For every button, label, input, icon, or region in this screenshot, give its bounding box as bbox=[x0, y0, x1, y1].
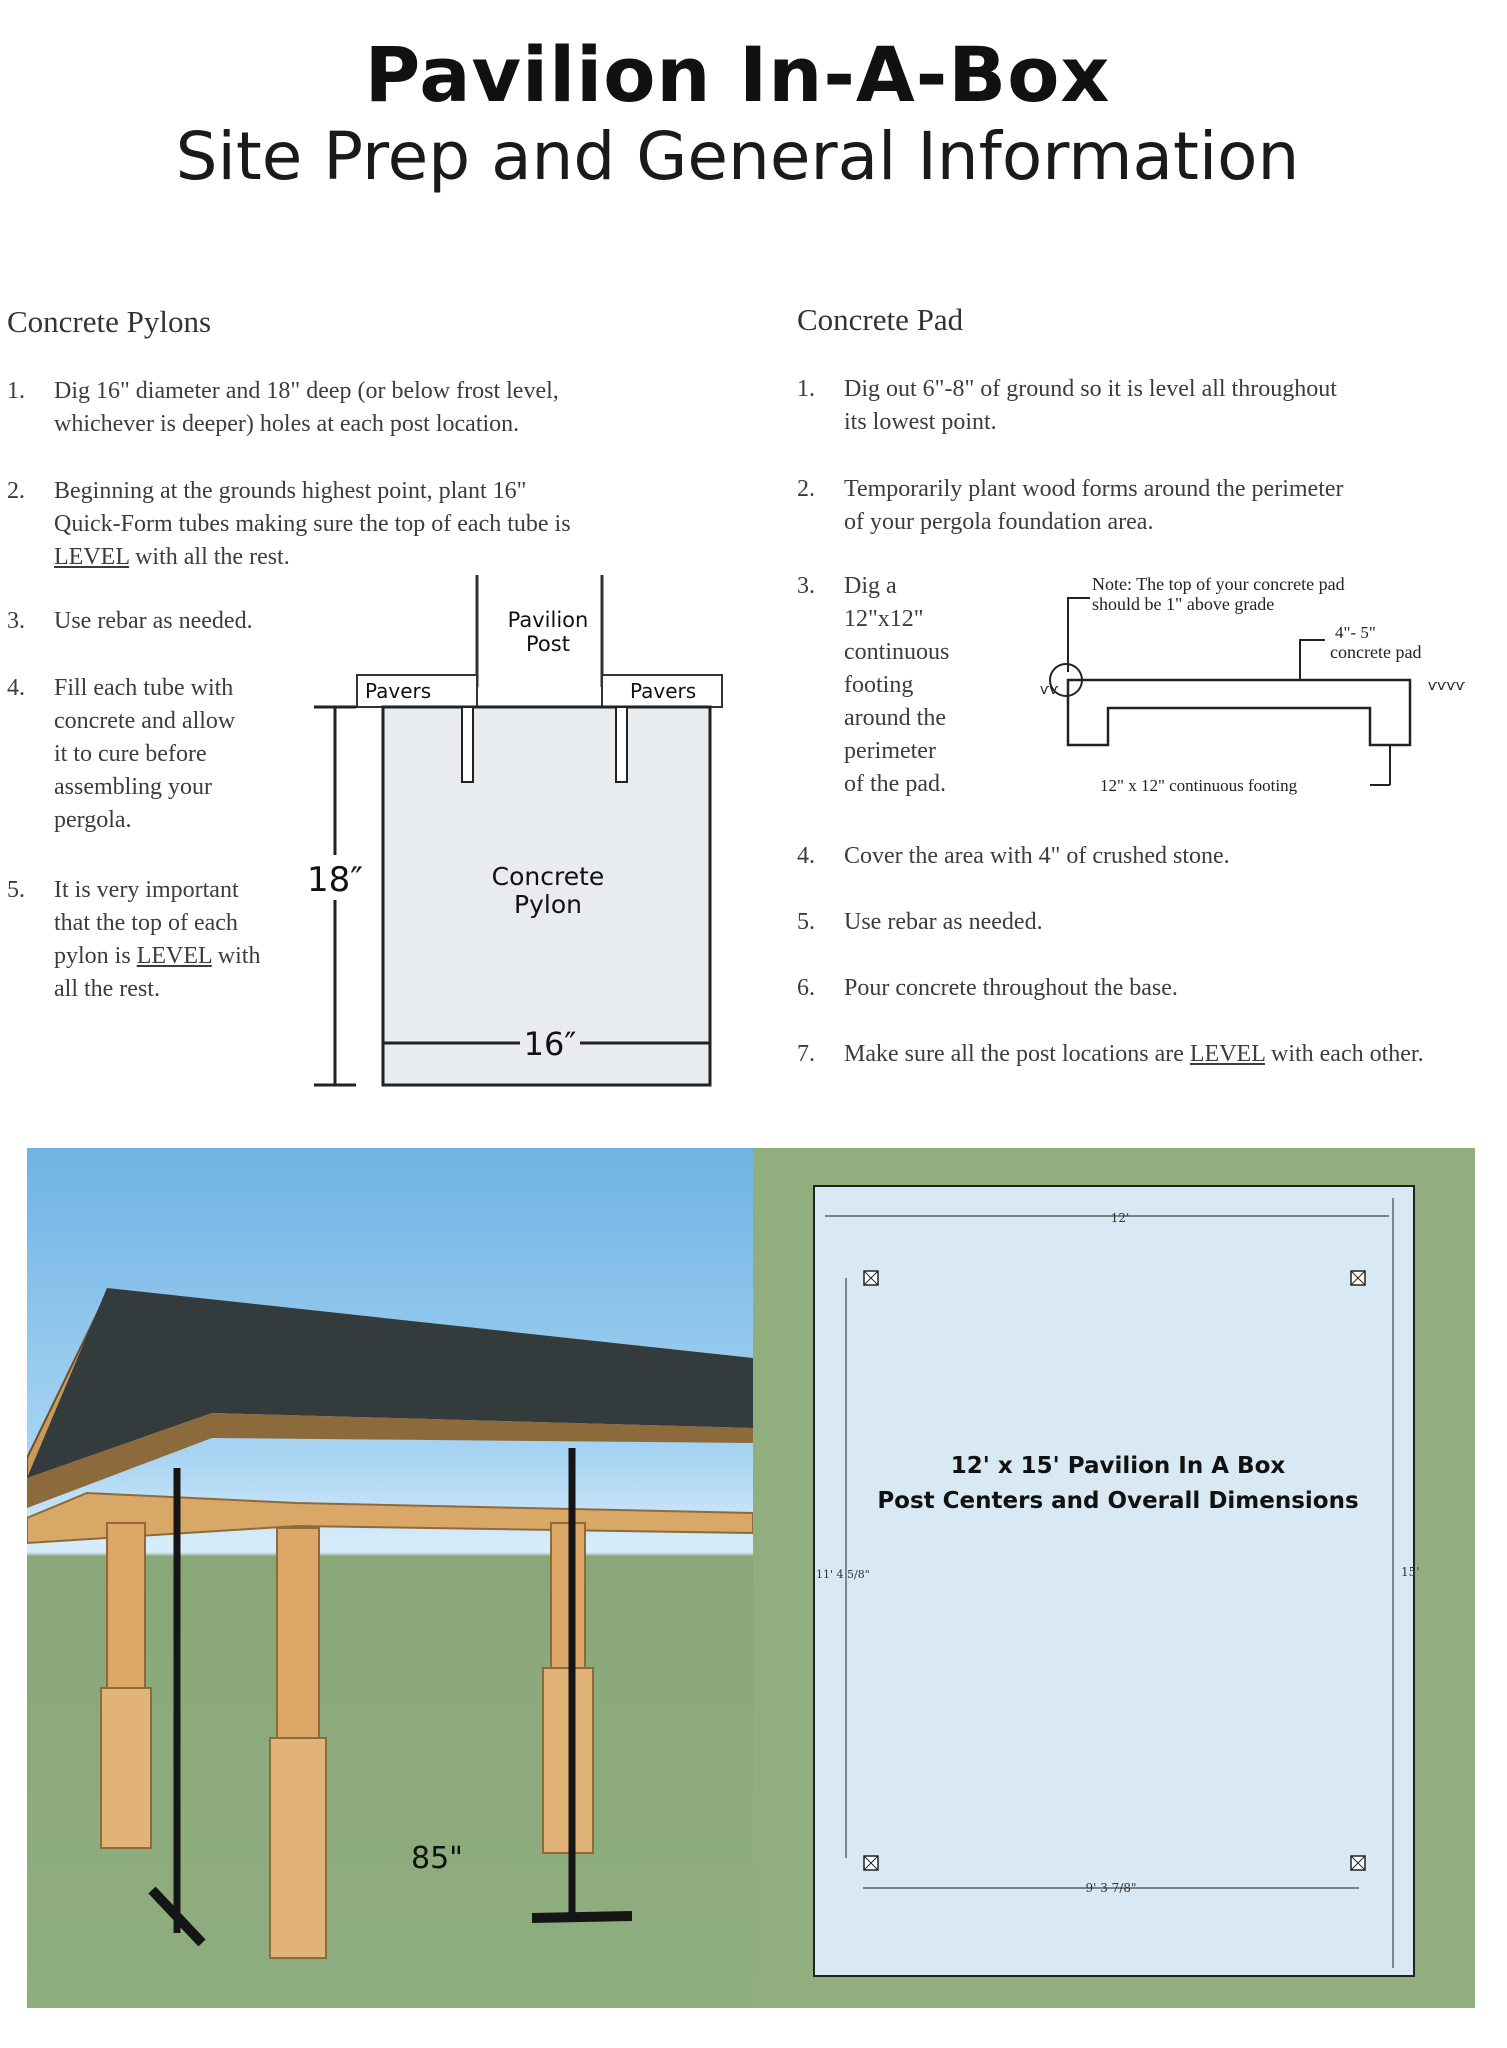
step-number: 5. bbox=[797, 909, 815, 935]
pad-thickness: 4"- 5" bbox=[1335, 623, 1376, 642]
step-line: its lowest point. bbox=[844, 409, 997, 435]
pad-note: Note: The top of your concrete pad bbox=[1092, 574, 1345, 594]
overall-depth-label: 15' bbox=[1401, 1565, 1420, 1579]
pavers-right-label: Pavers bbox=[630, 679, 697, 703]
measuring-pole-base bbox=[532, 1916, 632, 1918]
plan-panel bbox=[753, 1148, 1475, 2008]
post-label: Pavilion bbox=[507, 608, 589, 632]
step-line: pylon is LEVEL with bbox=[54, 943, 261, 969]
post-marker bbox=[1351, 1271, 1365, 1285]
pylons-heading: Concrete Pylons bbox=[7, 304, 212, 339]
pad-step-6 bbox=[797, 972, 1477, 1005]
pad-note: should be 1" above grade bbox=[1092, 594, 1275, 614]
anchor-bracket bbox=[616, 707, 627, 782]
post-marker bbox=[1351, 1856, 1365, 1870]
pavilion-render-panel bbox=[27, 1148, 753, 2008]
pylon-label: Concrete bbox=[491, 862, 605, 891]
grass-icon: ѵѵѵѵ bbox=[1428, 678, 1466, 694]
step-line: Use rebar as needed. bbox=[54, 608, 253, 634]
step-number: 3. bbox=[7, 608, 25, 634]
depth-label: 18″ bbox=[307, 860, 363, 900]
step-number: 4. bbox=[797, 843, 815, 869]
pad-step-1 bbox=[797, 373, 1477, 443]
step-line: assembling your bbox=[54, 774, 212, 800]
page-title: Pavilion In-A-Box bbox=[364, 30, 1111, 119]
pad-step-2 bbox=[797, 473, 1477, 543]
step-line: 12"x12" bbox=[844, 606, 924, 632]
footing-label: 12" x 12" continuous footing bbox=[1100, 776, 1298, 795]
diameter-label: 16″ bbox=[523, 1025, 577, 1063]
step-line: Use rebar as needed. bbox=[844, 909, 1043, 935]
pylons-step-2 bbox=[7, 475, 707, 575]
pad-step-3 bbox=[797, 570, 977, 810]
pylon-label: Pylon bbox=[514, 890, 582, 919]
post-base-left bbox=[101, 1688, 151, 1848]
page-subtitle: Site Prep and General Information bbox=[175, 118, 1300, 195]
step-line: It is very important bbox=[54, 877, 239, 903]
step-line: footing bbox=[844, 672, 914, 698]
anchor-bracket bbox=[462, 707, 473, 782]
pylons-step-4 bbox=[7, 672, 287, 842]
pad-cross-section bbox=[1000, 570, 1490, 810]
step-number: 5. bbox=[7, 877, 25, 903]
step-line: Pour concrete throughout the base. bbox=[844, 975, 1178, 1001]
pylon-diagram bbox=[290, 575, 760, 1095]
post-plan bbox=[753, 1148, 1475, 2008]
height-label: 85" bbox=[411, 1841, 463, 1876]
plan-title: Post Centers and Overall Dimensions bbox=[877, 1488, 1359, 1514]
step-line: of your pergola foundation area. bbox=[844, 509, 1154, 535]
pad-step-5 bbox=[797, 906, 1477, 939]
step-line: pergola. bbox=[54, 807, 132, 833]
post-base-front bbox=[270, 1738, 326, 1958]
pylons-step-3 bbox=[7, 605, 307, 638]
step-line: of the pad. bbox=[844, 771, 946, 797]
pad-step-7 bbox=[797, 1038, 1497, 1071]
step-line: Temporarily plant wood forms around the perimeter bbox=[844, 476, 1344, 502]
step-line: all the rest. bbox=[54, 976, 160, 1002]
step-line: Cover the area with 4" of crushed stone. bbox=[844, 843, 1230, 869]
step-number: 4. bbox=[7, 675, 25, 701]
step-number: 1. bbox=[797, 376, 815, 402]
pylons-step-1 bbox=[7, 375, 707, 445]
step-number: 3. bbox=[797, 573, 815, 599]
plan-title: 12' x 15' Pavilion In A Box bbox=[950, 1453, 1286, 1479]
step-line: perimeter bbox=[844, 738, 936, 764]
pavers-left-label: Pavers bbox=[365, 679, 432, 703]
post-marker bbox=[864, 1856, 878, 1870]
step-number: 6. bbox=[797, 975, 815, 1001]
grass-icon: ѵѵ bbox=[1040, 682, 1059, 698]
step-line: continuous bbox=[844, 639, 950, 665]
step-line: Beginning at the grounds highest point, plant 16" bbox=[54, 478, 527, 504]
pylons-step-5 bbox=[7, 874, 287, 1014]
step-line: that the top of each bbox=[54, 910, 238, 936]
note-leader bbox=[1068, 598, 1090, 672]
step-number: 2. bbox=[797, 476, 815, 502]
step-number: 7. bbox=[797, 1041, 815, 1067]
overall-width-label: 12' bbox=[1110, 1211, 1130, 1225]
post-base-right bbox=[543, 1668, 593, 1853]
step-number: 2. bbox=[7, 478, 25, 504]
post-width-label: 9' 3 7/8" bbox=[1085, 1881, 1137, 1895]
step-number: 1. bbox=[7, 378, 25, 404]
step-line: Fill each tube with bbox=[54, 675, 234, 701]
step-line: Make sure all the post locations are LEVEL with each other. bbox=[844, 1041, 1424, 1067]
post-label: Post bbox=[526, 632, 570, 656]
plan-sheet bbox=[814, 1186, 1414, 1976]
post-marker bbox=[864, 1271, 878, 1285]
pad-step-4 bbox=[797, 840, 1477, 873]
pad-thickness: concrete pad bbox=[1330, 642, 1422, 662]
step-line: Quick-Form tubes making sure the top of each tube is bbox=[54, 511, 571, 537]
step-line: Dig out 6"-8" of ground so it is level all throughout bbox=[844, 376, 1337, 402]
step-line: around the bbox=[844, 705, 946, 731]
step-line: it to cure before bbox=[54, 741, 207, 767]
step-line: Dig a bbox=[844, 573, 897, 599]
step-line: LEVEL with all the rest. bbox=[54, 544, 290, 570]
step-line: whichever is deeper) holes at each post location. bbox=[54, 411, 520, 437]
step-line: concrete and allow bbox=[54, 708, 236, 734]
post-depth-label: 11' 4 5/8" bbox=[816, 1568, 870, 1581]
pad-heading: Concrete Pad bbox=[797, 302, 964, 337]
step-line: Dig 16" diameter and 18" deep (or below frost level, bbox=[54, 378, 559, 404]
pavilion-render bbox=[27, 1148, 753, 2008]
concrete-pad-shape bbox=[1068, 680, 1410, 745]
